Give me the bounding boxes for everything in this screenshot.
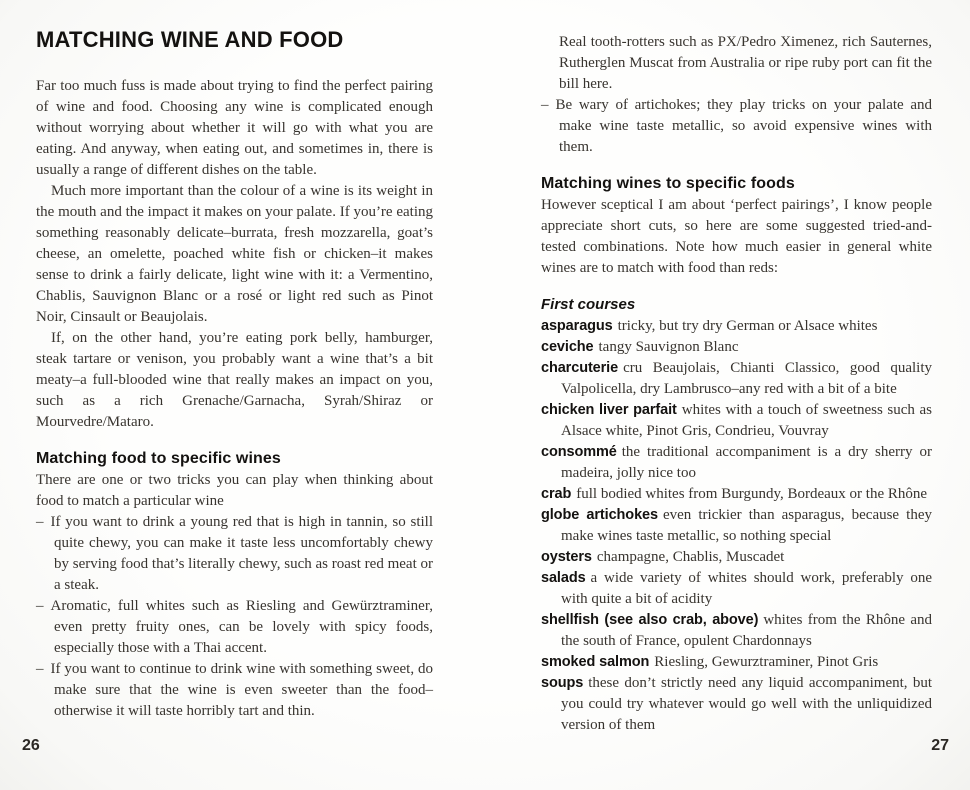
list-heading-first-courses: First courses (541, 296, 636, 313)
section-intro: There are one or two tricks you can play when thinking about food to match a particular wine (36, 472, 433, 509)
pairing-item-asparagus (541, 316, 932, 337)
pairing-desc: the traditional accompaniment is a dry sherry or madeira, jolly nice too (561, 444, 932, 481)
pairing-item-smoked-salmon (541, 652, 932, 673)
pairing-item-chicken-liver-parfait (541, 400, 932, 442)
pairing-desc: tricky, but try dry German or Alsace whites (617, 318, 878, 334)
bullet-dash: – (541, 97, 549, 113)
pairing-item-ceviche (541, 337, 932, 358)
page-left (36, 28, 433, 722)
pairing-desc: Riesling, Gewurztraminer, Pinot Gris (654, 654, 879, 670)
pairing-term: asparagus (541, 318, 613, 334)
bullet-item (36, 659, 433, 722)
bullet-text: If you want to continue to drink wine with something sweet, do make sure that the wine is even sweeter than the food–otherwise it will taste horribly tart and thin. (50, 661, 433, 719)
pairing-term: shellfish (see also crab, above) (541, 612, 759, 628)
pairing-item-crab (541, 484, 932, 505)
bullet-text: Aromatic, full whites such as Riesling and Gewürztraminer, even pretty fruity ones, can be lovely with spicy foods, especially those with a Thai accent. (50, 598, 433, 656)
paragraph: If, on the other hand, you’re eating pork belly, hamburger, steak tartare or venison, you probably want a wine that’s a bit meaty–a full-blooded wine that really makes an impact on you, such as a rich Grenache/Garnacha, Syrah/Shiraz or Mourvedre/Mataro. (36, 330, 433, 430)
pairing-term: globe artichokes (541, 507, 658, 523)
pairing-desc: whites from the Rhône and the south of France, opulent Chardonnays (561, 612, 932, 649)
pairing-desc: tangy Sauvignon Blanc (598, 339, 739, 355)
bullet-dash: – (36, 514, 44, 530)
pairing-item-consomme (541, 442, 932, 484)
section-intro: However sceptical I am about ‘perfect pairings’, I know people appreciate short cuts, so here are some suggested tried-and-tested combinations. Note how much easier in general white wines are to match with food than reds: (541, 197, 932, 276)
pairing-item-globe-artichokes (541, 505, 932, 547)
paragraph: Much more important than the colour of a wine is its weight in the mouth and the impact it makes on your palate. If you’re eating something reasonably delicate–burrata, fresh mozzarella, goat’s cheese, an omelette, poached white fish or chicken–it makes sense to drink a fairly delicate, light wine with it: a Vermentino, Chablis, Sauvignon Blanc or a rosé or light red such as Pinot Noir, Cinsault or Beaujolais. (36, 183, 433, 325)
page-number-left: 26 (22, 737, 40, 754)
pairing-desc: even trickier than asparagus, because they make wines taste metallic, so nothing special (561, 507, 932, 544)
pairing-term: smoked salmon (541, 654, 650, 670)
pairing-term: crab (541, 486, 572, 502)
pairing-item-salads (541, 568, 932, 610)
page-number-right: 27 (931, 737, 949, 754)
pairing-item-oysters (541, 547, 932, 568)
pairing-desc: whites with a touch of sweetness such as Alsace white, Pinot Gris, Condrieu, Vouvray (561, 402, 932, 439)
pairing-term: salads (541, 570, 586, 586)
pairing-term: charcuterie (541, 360, 619, 376)
bullet-text: Be wary of artichokes; they play tricks on your palate and make wine taste metallic, so avoid expensive wines with them. (555, 97, 932, 155)
pairing-item-soups (541, 673, 932, 736)
pairing-item-charcuterie (541, 358, 932, 400)
pairing-desc: a wide variety of whites should work, preferably one with quite a bit of acidity (561, 570, 932, 607)
bullet-item (36, 512, 433, 596)
pairing-term: consommé (541, 444, 617, 460)
pairing-desc: champagne, Chablis, Muscadet (596, 549, 785, 565)
bullet-text: If you want to drink a young red that is high in tannin, so still quite chewy, you can make it taste less uncomfortably chewy by serving food that’s literally chewy, such as roast red meat or a steak. (50, 514, 433, 593)
section-heading-food-to-wines: Matching food to specific wines (36, 450, 281, 467)
paragraph: Far too much fuss is made about trying to find the perfect pairing of wine and food. Choosing any wine is complicated enough without worrying about whether it will go with what you are eating. And anyway, when eating out, and sometimes in, there is usually a range of different dishes on the table. (36, 78, 433, 178)
pairing-term: soups (541, 675, 584, 691)
bullet-item (541, 95, 932, 158)
continuation-paragraph: Real tooth-rotters such as PX/Pedro Ximenez, rich Sauternes, Rutherglen Muscat from Australia or ripe ruby port can fit the bill here. (559, 34, 932, 92)
page-title: MATCHING WINE AND FOOD (36, 27, 344, 52)
pairing-term: oysters (541, 549, 592, 565)
pairing-term: chicken liver parfait (541, 402, 677, 418)
bullet-dash: – (36, 598, 44, 614)
pairing-item-shellfish (541, 610, 932, 652)
bullet-dash: – (36, 661, 44, 677)
pairing-desc: cru Beaujolais, Chianti Classico, good quality Valpolicella, dry Lambrusco–any red with a bit of a bite (561, 360, 932, 397)
bullet-item (36, 596, 433, 659)
pairing-desc: full bodied whites from Burgundy, Bordeaux or the Rhône (576, 486, 928, 502)
pairing-desc: these don’t strictly need any liquid accompaniment, but you could try whatever would go well with the unliquidized version of them (561, 675, 932, 733)
pairing-term: ceviche (541, 339, 594, 355)
section-heading-wines-to-foods: Matching wines to specific foods (541, 175, 795, 192)
page-right (541, 32, 932, 736)
